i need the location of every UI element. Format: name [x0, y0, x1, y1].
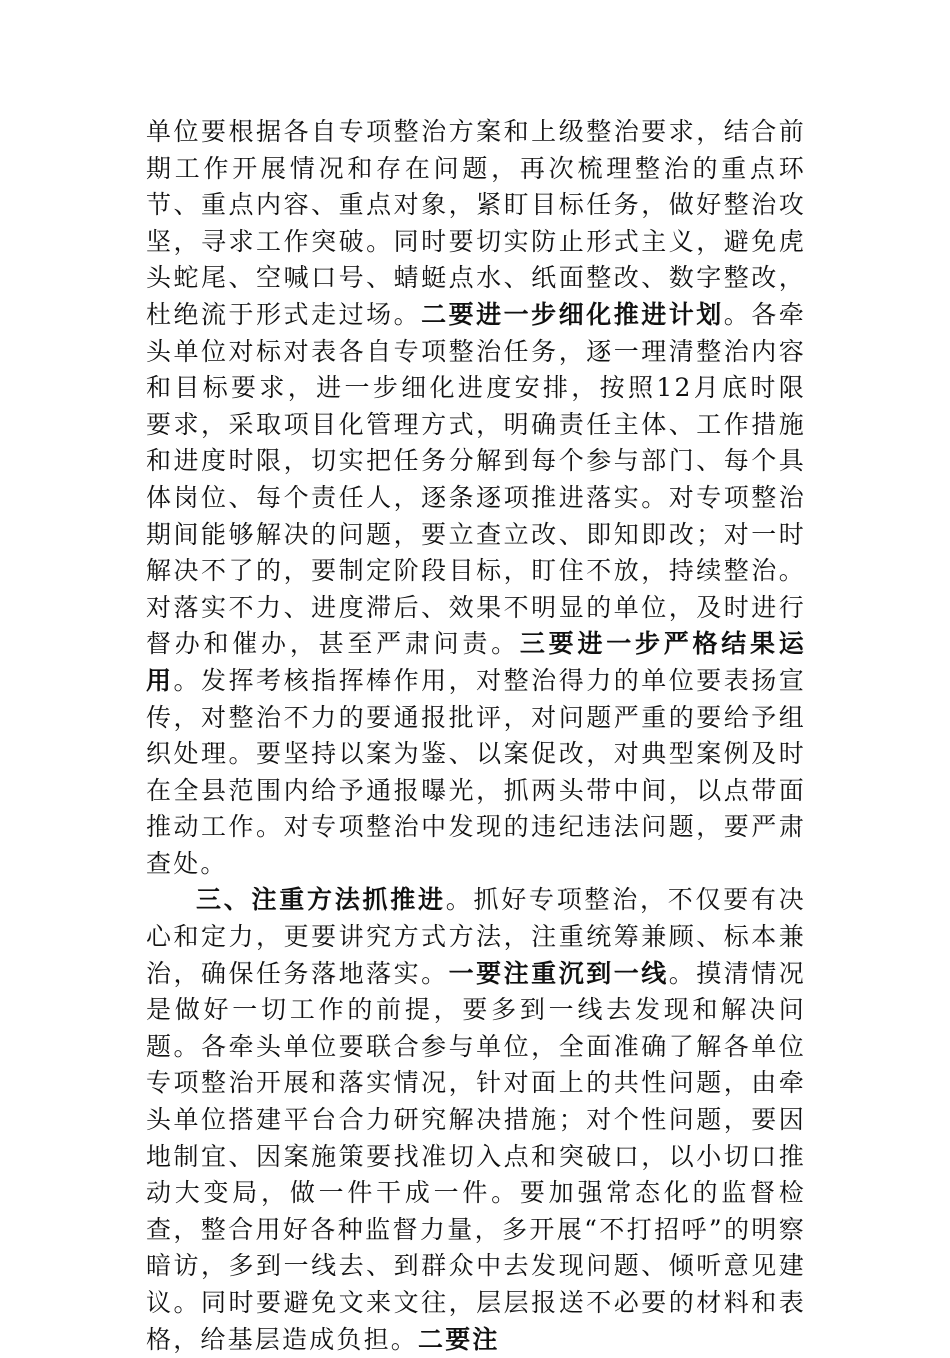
text-segment: 。抓好专项整治，不仅要有决心和定力，更要讲究方式方法，注重统筹兼顾、标本兼治，确保任务落地落实。 [146, 885, 806, 988]
section-heading: 三、注重方法抓推进 [196, 885, 446, 915]
text-segment: 。各牵头单位对标对表各自专项整治任务，逐一理清整治内容和目标要求，进一步细化进度安排，按照12月底时限要求，采取项目化管理方式，明确责任主体、工作措施和进度时限，切实把任务分解到每个参与部门、每个具体岗位、每个责任人，逐条逐项推进落实。对专项整治期间能够解决的问题，要立查立改、即知即改；对一时解决不了的，要制定阶段目标，盯住不放，持续整治。对落实不力、进度滞后、效果不明显的单位，及时进行督办和催办，甚至严肃问责。 [146, 299, 806, 659]
heading-segment: 二要进一步细化推进计划 [421, 299, 724, 329]
heading-segment: 二要注 [418, 1324, 500, 1354]
text-segment: 单位要根据各自专项整治方案和上级整治要求，结合前期工作开展情况和存在问题，再次梳理整治的重点环节、重点内容、重点对象，紧盯目标任务，做好整治攻坚，寻求工作突破。同时要切实防止形式主义，避免虎头蛇尾、空喊口号、蜻蜓点水、纸面整改、数字整改，杜绝流于形式走过场。 [146, 117, 806, 329]
heading-segment: 一要注重沉到一线 [448, 958, 669, 988]
heading-segment: 三要进一步严格结果运用 [146, 629, 806, 695]
document-body [146, 114, 806, 1358]
paragraph-1 [146, 114, 806, 882]
paragraph-2 [146, 882, 806, 1358]
text-segment: 。摸清情况是做好一切工作的前提，要多到一线去发现和解决问题。各牵头单位要联合参与单位，全面准确了解各单位专项整治开展和落实情况，针对面上的共性问题，由牵头单位搭建平台合力研究解决措施；对个性问题，要因地制宜、因案施策要找准切入点和突破口，以小切口推动大变局，做一件干成一件。要加强常态化的监督检查，整合用好各种监督力量，多开展“不打招呼”的明察暗访，多到一线去、到群众中去发现问题、倾听意见建议。同时要避免文来文往，层层报送不必要的材料和表格，给基层造成负担。 [146, 958, 806, 1354]
text-segment: 。发挥考核指挥棒作用，对整治得力的单位要表扬宣传，对整治不力的要通报批评，对问题严重的要给予组织处理。要坚持以案为鉴、以案促改，对典型案例及时在全县范围内给予通报曝光，抓两头带中间，以点带面推动工作。对专项整治中发现的违纪违法问题，要严肃查处。 [146, 665, 806, 878]
